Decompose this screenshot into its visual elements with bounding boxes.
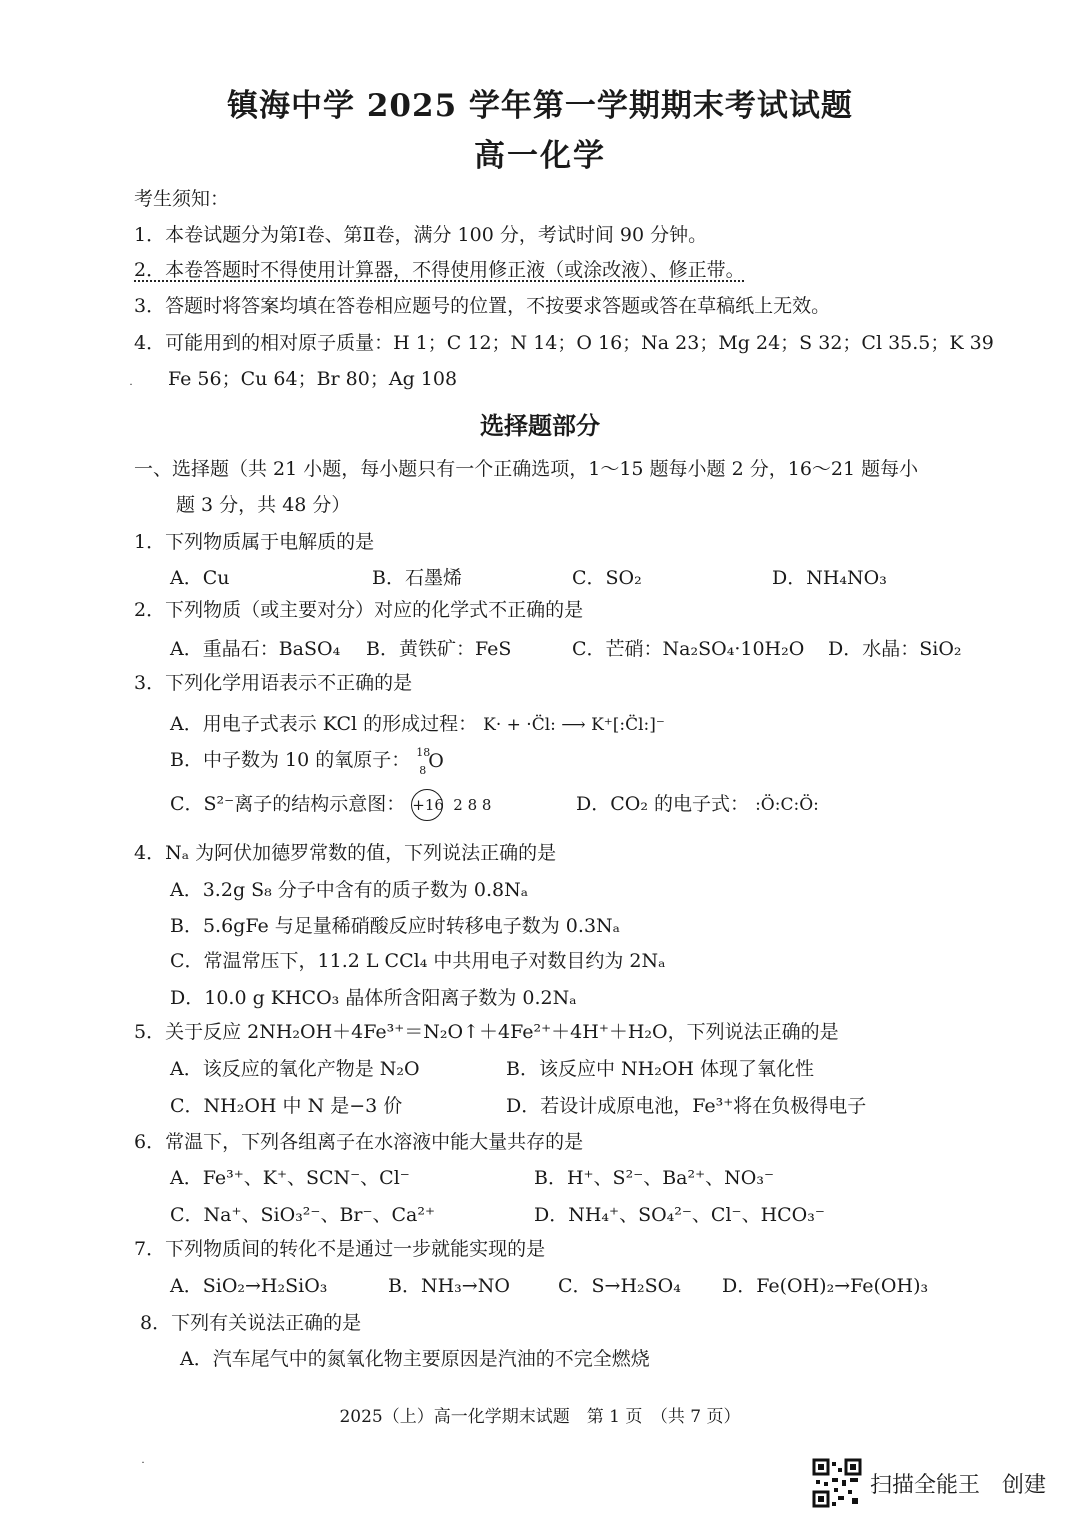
q4-option-d: D．10.0 g KHCO₃ 晶体所含阳离子数为 0.2Nₐ bbox=[170, 987, 577, 1009]
notice-item-4: 4．可能用到的相对原子质量：H 1；C 12；N 14；O 16；Na 23；Mg 24；S 32；Cl 35.5；K 39 bbox=[134, 332, 994, 354]
part-intro-line-1: 一、选择题（共 21 小题，每小题只有一个正确选项，1～15 题每小题 2 分，16～21 题每小 bbox=[134, 458, 919, 480]
scanner-label: 扫描全能王 创建 bbox=[870, 1473, 1047, 1498]
notice-item-1: 1．本卷试题分为第Ⅰ卷、第Ⅱ卷，满分 100 分，考试时间 90 分钟。 bbox=[134, 224, 708, 246]
q4-option-c: C．常温常压下，11.2 L CCl₄ 中共用电子对数目约为 2Nₐ bbox=[170, 950, 666, 972]
q3-option-b-label: B．中子数为 10 的氧原子： bbox=[170, 749, 411, 771]
q3-option-a bbox=[170, 711, 665, 738]
question-6-stem: 6．常温下，下列各组离子在水溶液中能大量共存的是 bbox=[134, 1131, 584, 1153]
kcl-formation-formula: K· + ·C̈l: ⟶ K⁺[:C̈l:]⁻ bbox=[483, 715, 665, 735]
question-1-stem: 1．下列物质属于电解质的是 bbox=[134, 531, 375, 553]
q3-option-a-label: A．用电子式表示 KCl 的形成过程： bbox=[170, 713, 478, 735]
q6-option-d: D．NH₄⁺、SO₄²⁻、Cl⁻、HCO₃⁻ bbox=[534, 1204, 825, 1226]
q2-option-a: A．重晶石：BaSO₄ bbox=[170, 638, 341, 660]
q2-option-d: D．水晶：SiO₂ bbox=[828, 638, 962, 660]
nucleus-circle: +16 bbox=[411, 789, 443, 821]
question-7-stem: 7．下列物质间的转化不是通过一步就能实现的是 bbox=[134, 1238, 546, 1260]
scanner-watermark bbox=[812, 1458, 1052, 1514]
q5-option-a: A．该反应的氧化产物是 N₂O bbox=[170, 1058, 420, 1080]
q7-option-a: A．SiO₂→H₂SiO₃ bbox=[170, 1275, 328, 1297]
q3-option-c bbox=[170, 789, 491, 821]
q1-option-c: C．SO₂ bbox=[572, 567, 642, 589]
q1-option-a: A．Cu bbox=[170, 567, 230, 589]
q7-option-c: C．S→H₂SO₄ bbox=[558, 1275, 681, 1297]
q1-option-b: B．石墨烯 bbox=[372, 567, 462, 589]
part-intro-line-2: 题 3 分，共 48 分） bbox=[176, 494, 351, 516]
q7-option-b: B．NH₃→NO bbox=[388, 1275, 510, 1297]
scan-speck: ˙ bbox=[128, 382, 134, 396]
question-4-stem: 4．Nₐ 为阿伏加德罗常数的值，下列说法正确的是 bbox=[134, 842, 557, 864]
q6-option-c: C．Na⁺、SiO₃²⁻、Br⁻、Ca²⁺ bbox=[170, 1204, 436, 1226]
q5-option-c: C．NH₂OH 中 N 是−3 价 bbox=[170, 1095, 403, 1117]
exam-title: 镇海中学 2025 学年第一学期期末考试试题 bbox=[227, 88, 853, 124]
notice-item-3: 3．答题时将答案均填在答卷相应题号的位置，不按要求答题或答在草稿纸上无效。 bbox=[134, 295, 831, 317]
notice-item-2: 2．本卷答题时不得使用计算器，不得使用修正液（或涂改液）、修正带。 bbox=[134, 259, 745, 281]
q3-option-d-label: D．CO₂ 的电子式： bbox=[576, 793, 750, 815]
q4-option-a: A．3.2g S₈ 分子中含有的质子数为 0.8Nₐ bbox=[170, 879, 529, 901]
isotope-mass-number: 18 bbox=[416, 746, 431, 759]
oxygen-isotope-notation bbox=[416, 746, 442, 776]
q4-option-b: B．5.6gFe 与足量稀硝酸反应时转移电子数为 0.3Nₐ bbox=[170, 915, 620, 937]
isotope-atomic-number: 8 bbox=[419, 764, 427, 777]
q8-option-a: A．汽车尾气中的氮氧化物主要原因是汽油的不完全燃烧 bbox=[180, 1348, 650, 1370]
q7-option-d: D．Fe(OH)₂→Fe(OH)₃ bbox=[722, 1275, 929, 1297]
q6-option-a: A．Fe³⁺、K⁺、SCN⁻、Cl⁻ bbox=[170, 1167, 410, 1189]
question-3-stem: 3．下列化学用语表示不正确的是 bbox=[134, 672, 413, 694]
q1-option-d: D．NH₄NO₃ bbox=[772, 567, 887, 589]
isotope-symbol: O bbox=[428, 750, 444, 772]
page-footer: 2025（上）高一化学期末试题 第 1 页 （共 7 页） bbox=[339, 1407, 741, 1427]
electron-shells: 2 8 8 bbox=[453, 796, 492, 814]
question-8-stem: 8．下列有关说法正确的是 bbox=[140, 1312, 362, 1334]
q5-option-b: B．该反应中 NH₂OH 体现了氧化性 bbox=[506, 1058, 814, 1080]
notice-heading: 考生须知： bbox=[134, 188, 230, 210]
notice-item-4-cont: Fe 56；Cu 64；Br 80；Ag 108 bbox=[168, 368, 458, 390]
q3-option-b bbox=[170, 746, 442, 776]
q2-option-b: B．黄铁矿：FeS bbox=[366, 638, 512, 660]
q3-option-c-label: C．S²⁻离子的结构示意图： bbox=[170, 793, 406, 815]
qr-code-icon bbox=[812, 1458, 862, 1508]
question-5-stem: 5．关于反应 2NH₂OH＋4Fe³⁺＝N₂O↑＋4Fe²⁺＋4H⁺＋H₂O，下列说法正确的是 bbox=[134, 1021, 839, 1043]
subject-title: 高一化学 bbox=[474, 138, 606, 174]
q2-option-c: C．芒硝：Na₂SO₄·10H₂O bbox=[572, 638, 805, 660]
scan-speck: ˙ bbox=[140, 1460, 146, 1474]
q5-option-d: D．若设计成原电池，Fe³⁺将在负极得电子 bbox=[506, 1095, 867, 1117]
q3-option-d bbox=[576, 791, 819, 818]
section-title: 选择题部分 bbox=[480, 411, 600, 440]
question-2-stem: 2．下列物质（或主要对分）对应的化学式不正确的是 bbox=[134, 599, 584, 621]
co2-electron-formula: :Ö:C:Ö: bbox=[755, 795, 819, 815]
q6-option-b: B．H⁺、S²⁻、Ba²⁺、NO₃⁻ bbox=[534, 1167, 775, 1189]
